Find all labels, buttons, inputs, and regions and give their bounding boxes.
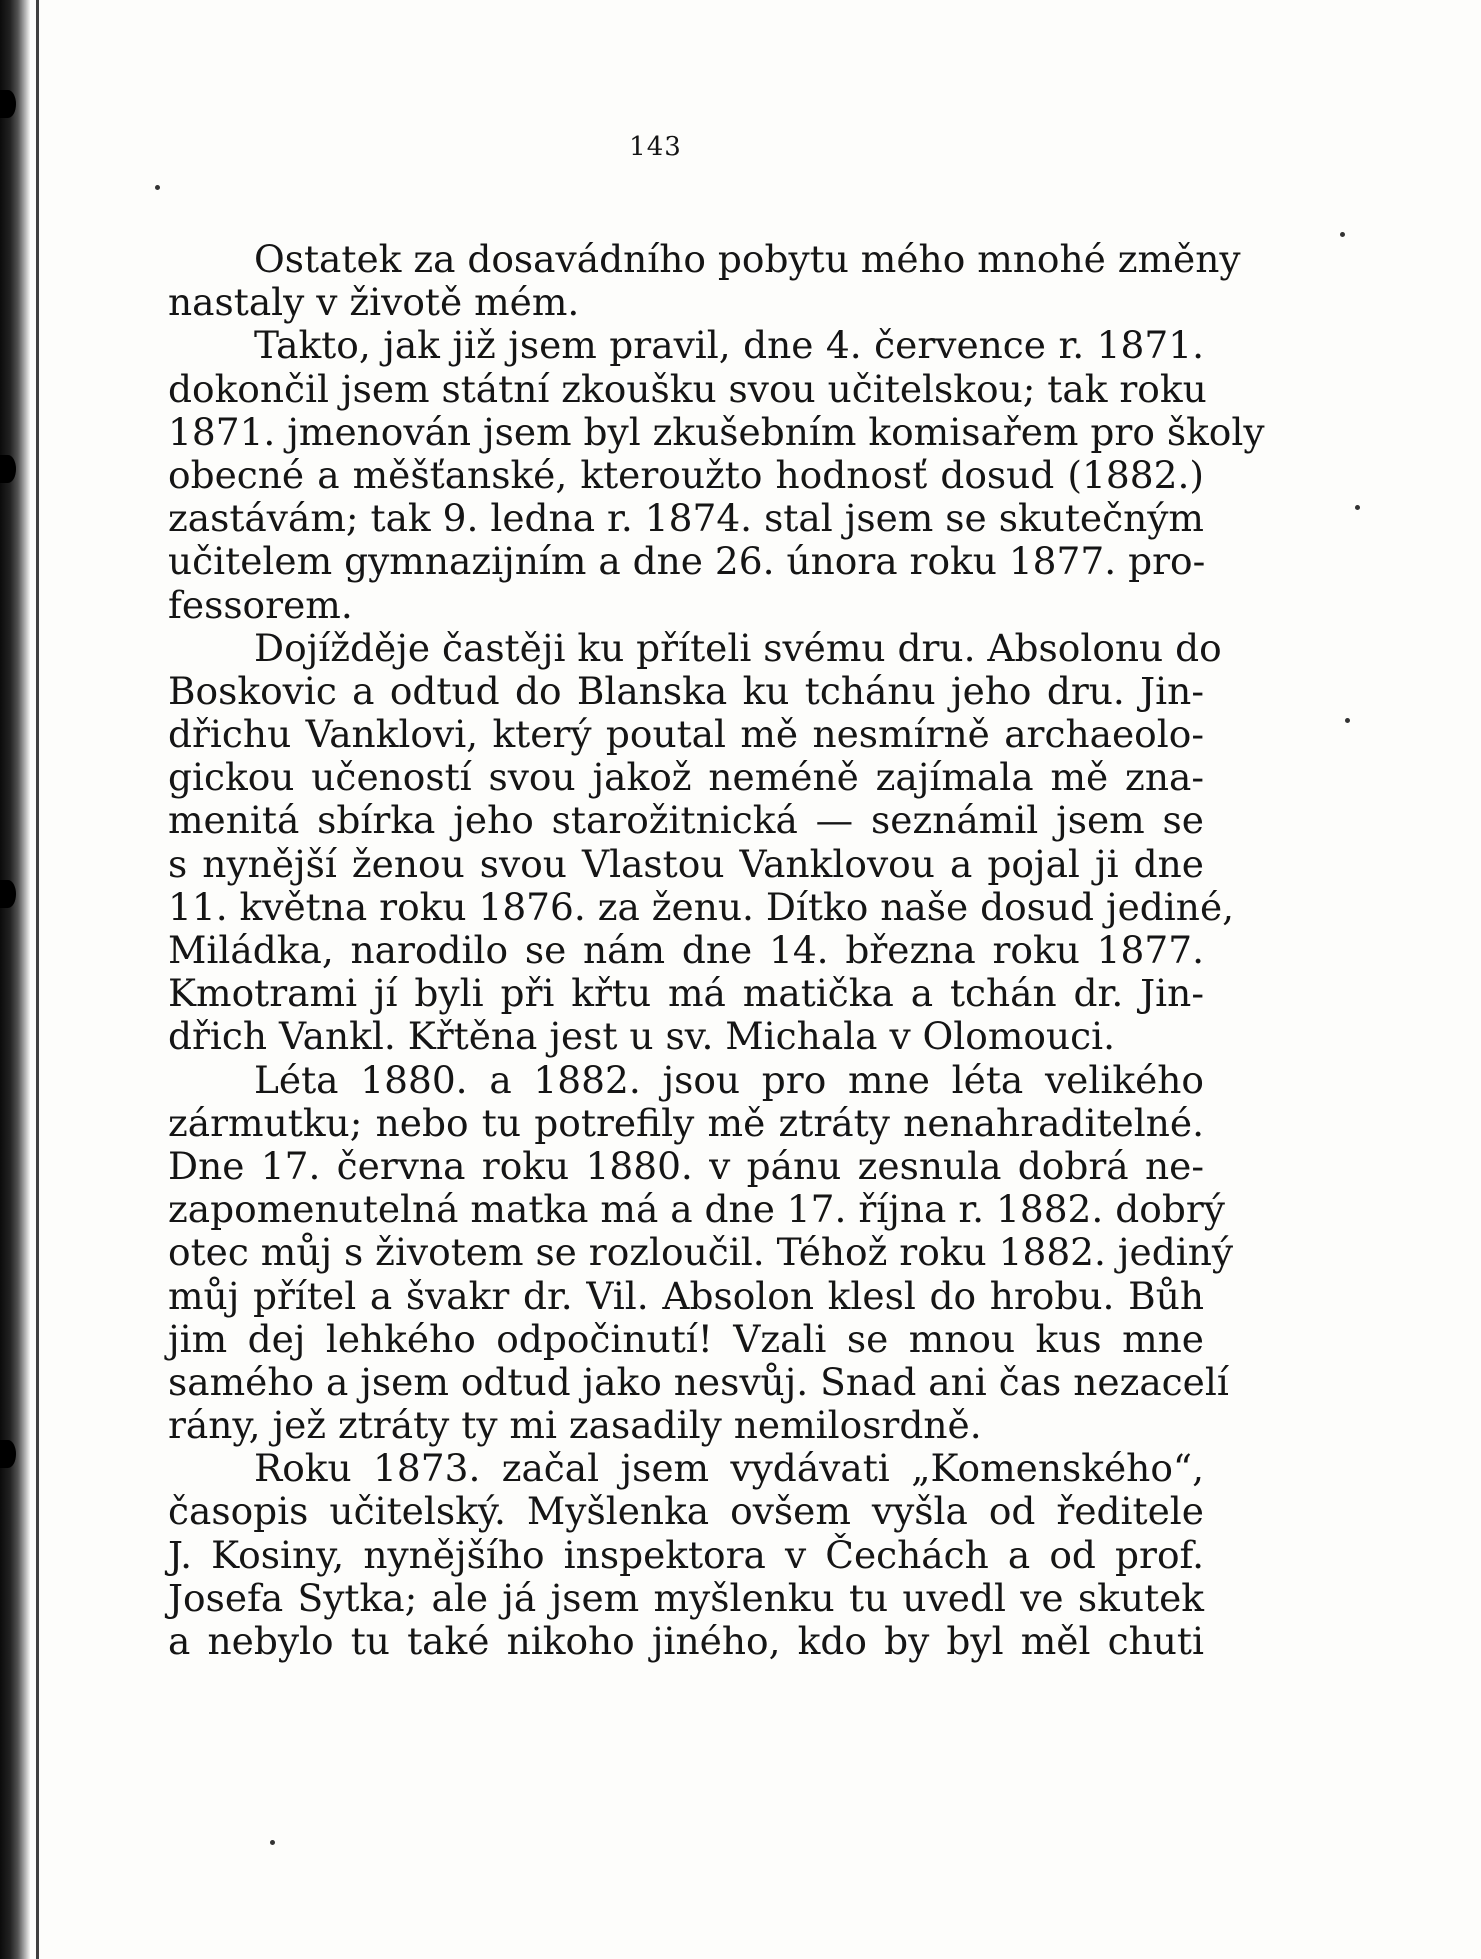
text-line: dokončil jsem státní zkoušku svou učitelskou; tak roku — [168, 366, 1207, 411]
text-line: Takto, jak již jsem pravil, dne 4. července r. 1871. — [254, 323, 1204, 368]
scan-speck — [155, 185, 160, 190]
text-line: dřich Vankl. Křtěna jest u sv. Michala v Olomouci. — [168, 1014, 1116, 1059]
text-line: a nebylo tu také nikoho jiného, kdo by byl měl chuti — [168, 1619, 1204, 1663]
text-line: zapomenutelná matka má a dne 17. října r. 1882. dobrý — [168, 1187, 1225, 1232]
binding-notch — [0, 90, 16, 118]
text-line: učitelem gymnazijním a dne 26. února roku 1877. pro- — [168, 539, 1206, 584]
text-line: Kmotrami jí byli při křtu má matička a tchán dr. Jin- — [168, 971, 1204, 1016]
text-line: časopis učitelský. Myšlenka ovšem vyšla od ředitele — [168, 1489, 1204, 1534]
text-line: samého a jsem odtud jako nesvůj. Snad ani čas nezacelí — [168, 1359, 1229, 1404]
text-line: J. Kosiny, nynějšího inspektora v Čechách a od prof. — [168, 1532, 1204, 1577]
text-line: rány, jež ztráty ty mi zasadily nemilosrdně. — [168, 1403, 982, 1448]
text-line: nastaly v životě mém. — [168, 280, 580, 325]
text-line: Boskovic a odtud do Blanska ku tchánu jeho dru. Jin- — [168, 668, 1204, 713]
scan-speck — [270, 1840, 275, 1845]
text-line: dřichu Vanklovi, který poutal mě nesmírně archaeolo- — [168, 712, 1204, 757]
body-text — [168, 237, 1265, 1663]
text-line: zastávám; tak 9. ledna r. 1874. stal jsem se skutečným — [168, 496, 1204, 541]
text-line: Josefa Sytka; ale já jsem myšlenku tu uvedl ve skutek — [168, 1575, 1204, 1620]
text-line: otec můj s životem se rozloučil. Téhož roku 1882. jediný — [168, 1230, 1234, 1275]
text-line: fessorem. — [168, 582, 353, 627]
text-line: jim dej lehkého odpočinutí! Vzali se mnou kus mne — [168, 1316, 1204, 1361]
binding-line — [36, 0, 39, 1959]
text-line: Léta 1880. a 1882. jsou pro mne léta velikého — [254, 1057, 1204, 1102]
text-line: s nynější ženou svou Vlastou Vanklovou a pojal ji dne — [168, 841, 1204, 886]
binding-notch — [0, 455, 16, 483]
binding-edge — [0, 0, 30, 1959]
text-line: můj přítel a švakr dr. Vil. Absolon klesl do hrobu. Bůh — [168, 1273, 1204, 1318]
binding-notch — [0, 1440, 16, 1468]
scan-speck — [1355, 505, 1360, 510]
text-line: obecné a měšťanské, kteroužto hodnosť dosud (1882.) — [168, 452, 1204, 497]
page-number: 143 — [629, 132, 682, 162]
text-line: Dojížděje častěji ku příteli svému dru. Absolonu do — [254, 625, 1222, 670]
text-line: 1871. jmenován jsem byl zkušebním komisařem pro školy — [168, 409, 1265, 454]
text-line: Ostatek za dosavádního pobytu mého mnohé změny — [254, 237, 1241, 281]
text-line: gickou učeností svou jakož neméně zajímala mě zna- — [168, 755, 1204, 800]
text-line: Roku 1873. začal jsem vydávati „Komenského“, — [254, 1446, 1204, 1491]
text-line: Miládka, narodilo se nám dne 14. března roku 1877. — [168, 928, 1204, 972]
text-line: zármutku; nebo tu potrefily mě ztráty nenahraditelné. — [168, 1100, 1204, 1145]
text-line: Dne 17. června roku 1880. v pánu zesnula dobrá ne- — [168, 1143, 1204, 1188]
binding-notch — [0, 880, 16, 908]
text-line: 11. května roku 1876. za ženu. Dítko naše dosud jediné, — [168, 884, 1235, 929]
text-line: menitá sbírka jeho starožitnická — seznámil jsem se — [168, 798, 1204, 843]
scan-speck — [1345, 718, 1350, 723]
scan-speck — [1340, 232, 1345, 237]
